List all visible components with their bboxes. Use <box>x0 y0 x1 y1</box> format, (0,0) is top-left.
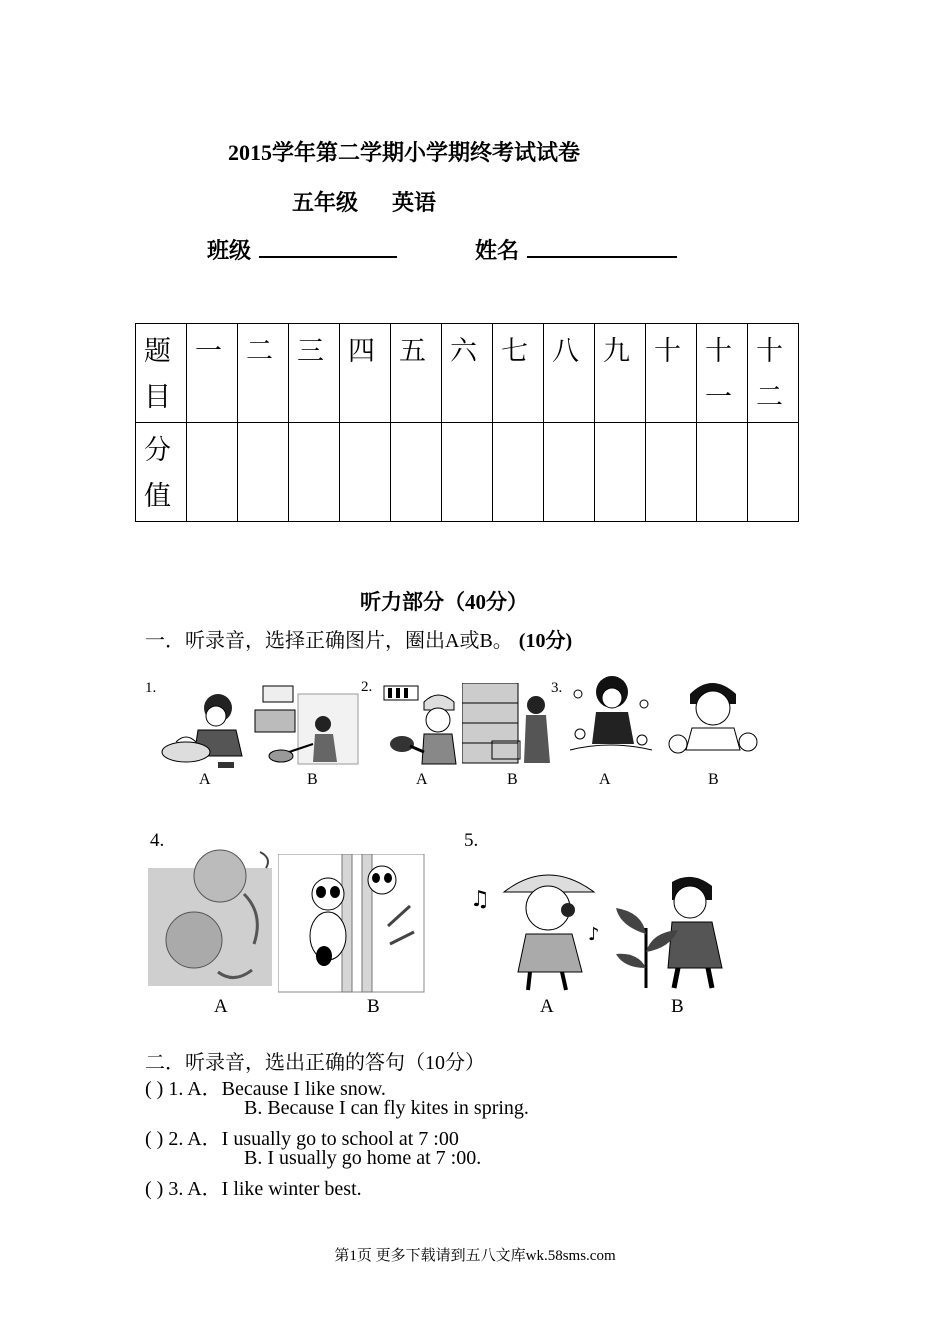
item2-picture-a[interactable] <box>380 682 460 766</box>
item3-label-a: A <box>599 771 611 788</box>
item2-number: 2. <box>361 679 373 695</box>
column-header: 九 <box>595 324 646 423</box>
row-label-questions: 题 目 <box>136 324 187 423</box>
subject-label: 英语 <box>392 190 437 215</box>
exam-title: 2015学年第二学期小学期终考试试卷 <box>228 140 581 165</box>
item5-label-a: A <box>540 996 554 1017</box>
score-cell[interactable] <box>748 423 799 522</box>
score-cell[interactable] <box>697 423 748 522</box>
item4-picture-b[interactable] <box>278 854 426 994</box>
score-table-row-questions <box>136 324 799 423</box>
item4-label-b: B <box>367 996 380 1017</box>
score-cell[interactable] <box>289 423 340 522</box>
score-cell[interactable] <box>238 423 289 522</box>
item3-picture-a[interactable] <box>568 674 654 756</box>
column-header: 八 <box>544 324 595 423</box>
item5-picture-b[interactable] <box>612 872 736 992</box>
column-header: 十 一 <box>697 324 748 423</box>
item5-picture-a[interactable] <box>464 864 610 994</box>
score-cell[interactable] <box>442 423 493 522</box>
column-header: 四 <box>340 324 391 423</box>
grade-subject <box>292 186 436 217</box>
item5-number: 5. <box>464 830 479 851</box>
column-header: 六 <box>442 324 493 423</box>
column-header: 二 <box>238 324 289 423</box>
score-cell[interactable] <box>646 423 697 522</box>
item3-number: 3. <box>551 680 563 696</box>
score-cell[interactable] <box>544 423 595 522</box>
item3-label-b: B <box>708 771 719 788</box>
column-header: 十 <box>646 324 697 423</box>
class-blank[interactable] <box>259 236 397 258</box>
score-cell[interactable] <box>187 423 238 522</box>
class-label: 班级 <box>207 238 252 263</box>
column-header: 三 <box>289 324 340 423</box>
question-1-option-b: B. Because I can fly kites in spring. <box>244 1097 529 1119</box>
question-3-option-a: ( ) 3. A．I like winter best. <box>145 1178 362 1200</box>
column-header: 五 <box>391 324 442 423</box>
score-cell[interactable] <box>493 423 544 522</box>
item5-label-b: B <box>671 996 684 1017</box>
row-label-scores: 分 值 <box>136 423 187 522</box>
item4-label-a: A <box>214 996 228 1017</box>
score-cell[interactable] <box>340 423 391 522</box>
listening-heading: 听力部分（40分） <box>360 590 528 614</box>
column-header: 七 <box>493 324 544 423</box>
question-2-option-a: ( ) 2. A．I usually go to school at 7 :00 <box>145 1128 459 1150</box>
section1-points: (10分) <box>518 630 573 652</box>
svg-text:♫: ♫ <box>470 887 490 912</box>
score-cell[interactable] <box>595 423 646 522</box>
item2-picture-b[interactable] <box>462 683 552 765</box>
score-table <box>135 323 799 522</box>
class-name-line <box>207 234 677 265</box>
item1-label-b: B <box>307 771 318 788</box>
item2-label-a: A <box>416 771 428 788</box>
svg-text:♪: ♪ <box>588 924 600 945</box>
item3-picture-b[interactable] <box>662 676 760 754</box>
item1-picture-b[interactable] <box>253 684 359 768</box>
item2-label-b: B <box>507 771 518 788</box>
column-header: 十 二 <box>748 324 799 423</box>
score-table-row-scores <box>136 423 799 522</box>
item4-picture-a[interactable] <box>148 846 282 988</box>
question-2-option-b: B. I usually go home at 7 :00. <box>244 1147 482 1169</box>
item1-label-a: A <box>199 771 211 788</box>
grade-label: 五年级 <box>292 190 359 215</box>
name-label: 姓名 <box>475 238 520 263</box>
name-blank[interactable] <box>527 236 677 258</box>
score-cell[interactable] <box>391 423 442 522</box>
page-footer: 第1页 更多下载请到五八文库wk.58sms.com <box>334 1248 616 1264</box>
item1-number: 1. <box>145 680 157 696</box>
column-header: 一 <box>187 324 238 423</box>
question-1-option-a: ( ) 1. A．Because I like snow. <box>145 1078 386 1100</box>
section2-heading: 二．听录音，选出正确的答句（10分） <box>145 1052 485 1074</box>
section1-heading: 一．听录音，选择正确图片，圈出A或B。 (10分) <box>145 630 573 652</box>
item4-number: 4. <box>150 830 165 851</box>
item1-picture-a[interactable] <box>158 686 252 772</box>
